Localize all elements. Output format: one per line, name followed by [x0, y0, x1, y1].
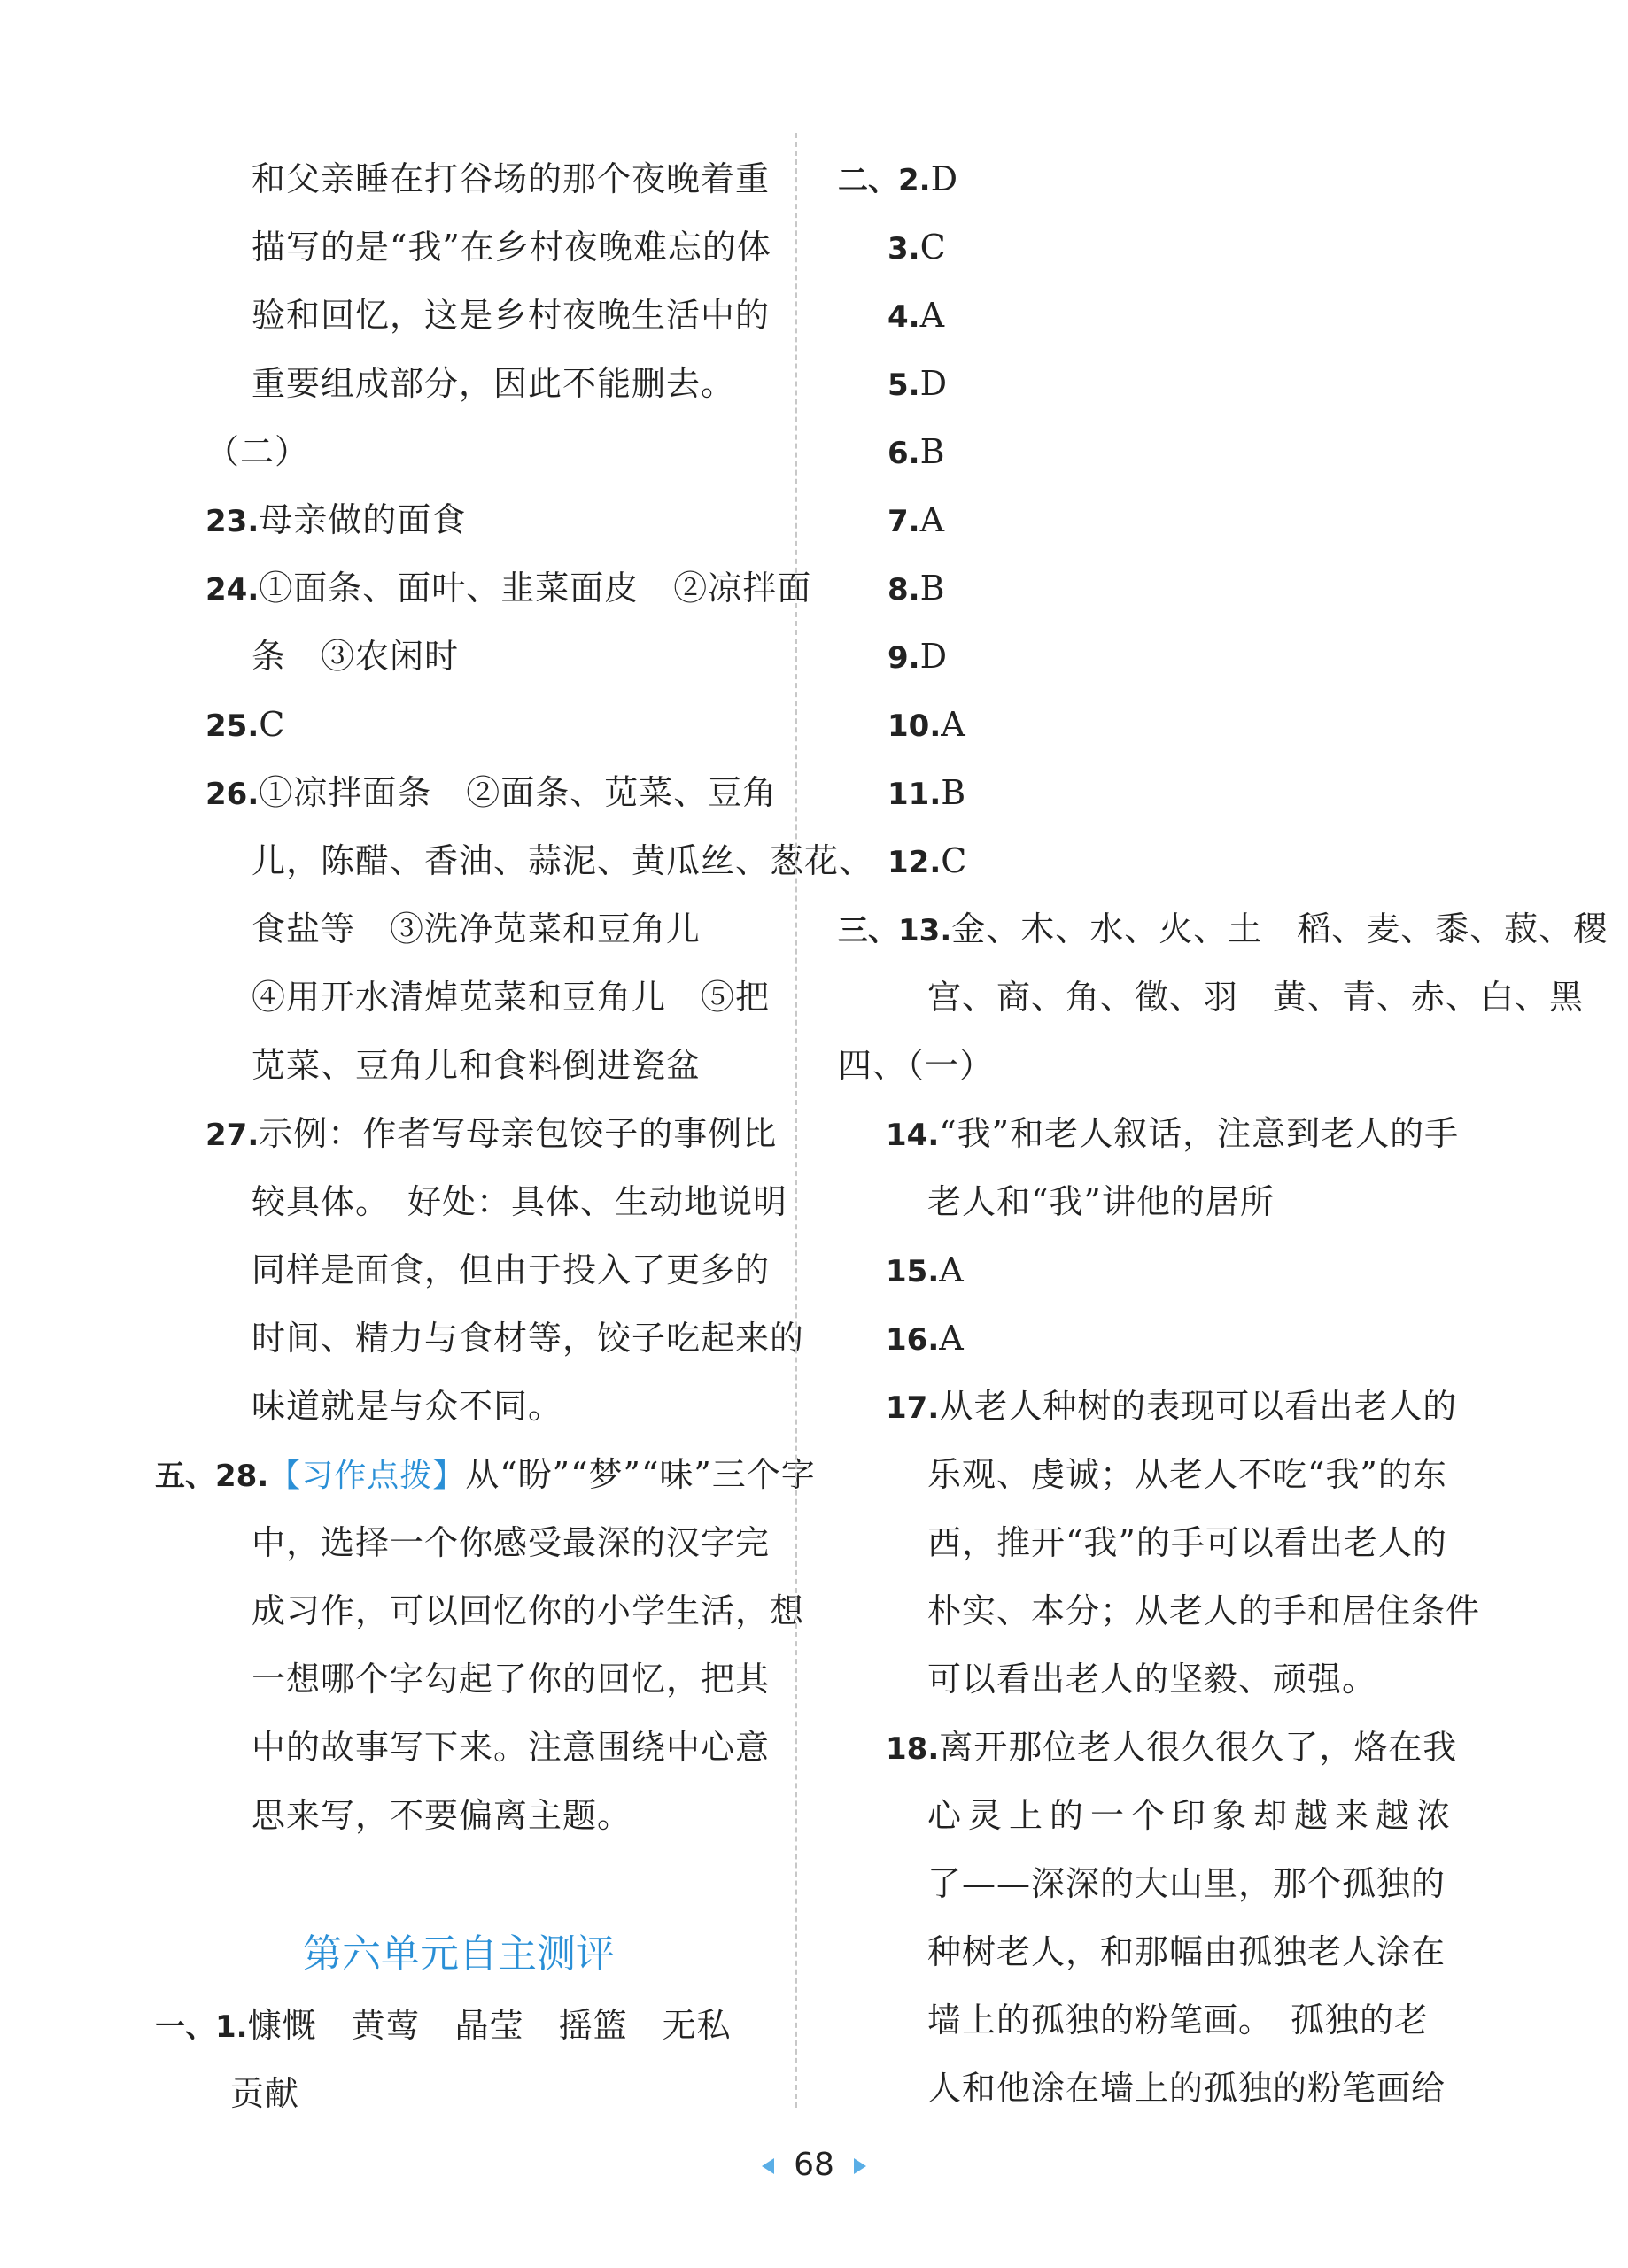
question-number: 27. — [205, 1118, 260, 1153]
section-title: 第六单元自主测评 — [303, 1931, 615, 1977]
right-line: 乐观、虔诚；从老人不吃“我”的东 — [927, 1455, 1447, 1494]
question-number: 15. — [886, 1254, 940, 1289]
question-number: 9. — [888, 640, 920, 676]
question-number: 12. — [888, 845, 942, 880]
answer-27 — [205, 1111, 777, 1157]
answer-text: B — [919, 569, 946, 608]
page-number: 68 — [794, 2147, 834, 2183]
right-line: 可以看出老人的坚毅、顽强。 — [927, 1660, 1377, 1699]
question-number: 26. — [205, 777, 260, 812]
answer-9 — [888, 634, 948, 680]
answer-1 — [155, 2003, 732, 2049]
right-line: 墙上的孤独的粉笔画。 孤独的老 — [927, 2001, 1430, 2040]
answer-13 — [838, 907, 1608, 953]
answer-17 — [886, 1384, 1457, 1430]
question-number: 23. — [205, 504, 260, 539]
answer-text: C — [941, 841, 968, 880]
question-number: 4. — [888, 299, 920, 335]
question-number: 二、2. — [838, 163, 931, 198]
answer-text: B — [919, 432, 946, 471]
left-line: 描写的是“我”在乡村夜晚难忘的体 — [252, 228, 771, 267]
answer-15 — [886, 1248, 965, 1294]
left-line: 验和回忆，这是乡村夜晚生活中的 — [252, 296, 771, 335]
answer-text: 从“盼”“梦”“味”三个字 — [465, 1455, 816, 1494]
right-line: 人和他涂在墙上的孤独的粉笔画给 — [927, 2069, 1446, 2108]
left-line: 较具体。 好处：具体、生动地说明 — [252, 1182, 788, 1221]
answer-8 — [888, 566, 946, 612]
answer-text: D — [919, 364, 949, 403]
answer-text: D — [930, 159, 959, 198]
left-line: 中的故事写下来。注意围绕中心意 — [252, 1728, 771, 1767]
answer-3 — [888, 225, 947, 271]
answer-4 — [888, 293, 945, 339]
answer-text: ①面条、面叶、韭菜面皮 ②凉拌面 — [259, 569, 812, 608]
question-number: 18. — [886, 1731, 940, 1767]
question-number: 3. — [888, 231, 920, 267]
answer-text: B — [941, 773, 967, 812]
left-line: 贡献 — [230, 2074, 300, 2113]
answer-text: C — [259, 705, 286, 744]
question-number: 5. — [888, 368, 920, 403]
left-line: 食盐等 ③洗净苋菜和豆角儿 — [252, 910, 702, 948]
right-line: 老人和“我”讲他的居所 — [927, 1182, 1275, 1221]
answer-7 — [888, 498, 945, 544]
question-number: 三、13. — [838, 913, 952, 948]
answer-text: 母亲做的面食 — [259, 500, 467, 539]
answer-11 — [888, 770, 966, 817]
question-number: 7. — [888, 504, 920, 539]
answer-2 — [838, 157, 958, 203]
answer-text: 金、木、水、火、土 稻、麦、黍、菽、稷 — [951, 910, 1609, 948]
question-number: 11. — [888, 777, 942, 812]
left-line: 时间、精力与食材等，饺子吃起来的 — [252, 1319, 805, 1358]
left-line: 成习作，可以回忆你的小学生活，想 — [252, 1591, 805, 1630]
left-line: 重要组成部分，因此不能删去。 — [252, 364, 736, 403]
answer-text: 离开那位老人很久很久了，烙在我 — [939, 1728, 1458, 1767]
right-line: 宫、商、角、徵、羽 黄、青、赤、白、黑 — [927, 978, 1585, 1017]
right-line: 了——深深的大山里，那个孤独的 — [927, 1864, 1446, 1903]
left-line: ④用开水清焯苋菜和豆角儿 ⑤把 — [252, 978, 771, 1017]
answer-text: D — [919, 637, 949, 676]
question-number: 6. — [888, 436, 920, 471]
right-line: 西，推开“我”的手可以看出老人的 — [927, 1523, 1447, 1562]
answer-text: “我”和老人叙话，注意到老人的手 — [939, 1114, 1460, 1153]
previous-page-icon[interactable] — [762, 2158, 774, 2174]
left-line: 苋菜、豆角儿和食料倒进瓷盆 — [252, 1046, 702, 1085]
answer-5 — [888, 361, 948, 407]
question-number: 17. — [886, 1390, 940, 1426]
answer-text: A — [919, 500, 946, 539]
answer-16 — [886, 1316, 965, 1362]
question-number: 25. — [205, 708, 260, 744]
left-line: 儿，陈醋、香油、蒜泥、黄瓜丝、葱花、 — [252, 841, 874, 880]
question-number: 10. — [888, 708, 942, 744]
column-divider — [795, 133, 797, 2108]
right-line: 心灵上的一个印象却越来越浓 — [927, 1796, 1458, 1835]
answer-text: 从老人种树的表现可以看出老人的 — [939, 1387, 1458, 1426]
answer-26 — [205, 770, 777, 817]
next-page-icon[interactable] — [854, 2158, 866, 2174]
section-heading: 四、（一） — [838, 1046, 995, 1085]
question-number: 24. — [205, 572, 260, 608]
question-number: 16. — [886, 1322, 940, 1358]
question-number: 五、28. — [155, 1459, 269, 1494]
answer-text: ①凉拌面条 ②面条、苋菜、豆角 — [259, 773, 778, 812]
left-line: 一想哪个字勾起了你的回忆，把其 — [252, 1660, 771, 1699]
answer-text: A — [939, 1250, 965, 1289]
question-number: 14. — [886, 1118, 940, 1153]
right-line: 朴实、本分；从老人的手和居住条件 — [927, 1591, 1481, 1630]
left-line: 思来写，不要偏离主题。 — [252, 1796, 632, 1835]
answer-14 — [886, 1111, 1459, 1157]
left-line: 中，选择一个你感受最深的汉字完 — [252, 1523, 771, 1562]
left-line: 同样是面食，但由于投入了更多的 — [252, 1250, 771, 1289]
left-line: 条 ③农闲时 — [252, 637, 460, 676]
answer-10 — [888, 702, 966, 748]
answer-text: A — [939, 1319, 965, 1358]
answer-12 — [888, 839, 967, 885]
answer-text: 慷慨 黄莺 晶莹 摇篮 无私 — [247, 2006, 732, 2045]
answer-text: A — [919, 296, 946, 335]
answer-text: A — [941, 705, 966, 744]
section-heading: （二） — [205, 432, 310, 471]
answer-23 — [205, 498, 466, 544]
answer-6 — [888, 430, 946, 476]
answer-24 — [205, 566, 811, 612]
right-line: 种树老人，和那幅由孤独老人涂在 — [927, 1932, 1446, 1971]
answer-text: C — [919, 228, 947, 267]
answer-28 — [155, 1452, 816, 1498]
question-number: 一、1. — [155, 2009, 248, 2045]
left-line: 味道就是与众不同。 — [252, 1387, 563, 1426]
page-footer — [0, 2143, 1628, 2187]
answer-text: 示例：作者写母亲包饺子的事例比 — [259, 1114, 778, 1153]
question-number: 8. — [888, 572, 920, 608]
writing-tip-tag: 【习作点拨】 — [268, 1458, 466, 1494]
left-line: 和父亲睡在打谷场的那个夜晚着重 — [252, 159, 771, 198]
answer-25 — [205, 702, 285, 748]
answer-18 — [886, 1725, 1457, 1771]
